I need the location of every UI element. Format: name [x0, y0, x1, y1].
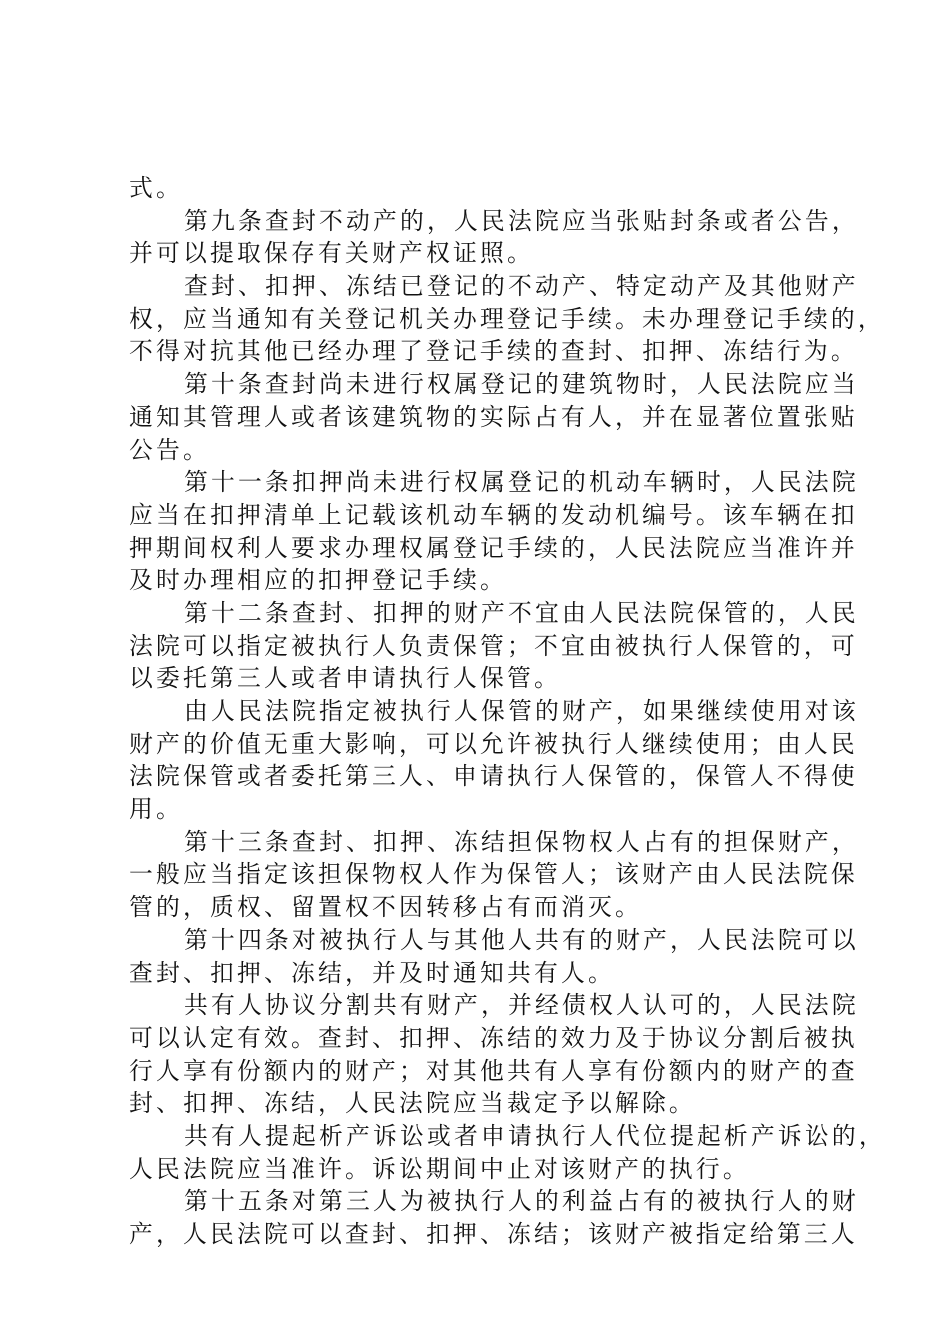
paragraph-line: 由人民法院指定被执行人保管的财产，如果继续使用对该 [184, 697, 859, 725]
text-line: 管的，质权、留置权不因转移占有而消灭。 [129, 893, 642, 922]
text-line: 式。 [129, 174, 183, 202]
body-text [129, 172, 886, 1251]
text-line: 并可以提取保存有关财产权证照。 [129, 239, 534, 268]
text-line: 法院保管或者委托第三人、申请执行人保管的，保管人不得使 [129, 762, 858, 791]
text-line: 财产的价值无重大影响，可以允许被执行人继续使用；由人民 [129, 729, 858, 758]
text-line: 一般应当指定该担保物权人作为保管人；该财产由人民法院保 [129, 860, 858, 889]
text-line: 权，应当通知有关登记机关办理登记手续。未办理登记手续的， [129, 304, 885, 333]
paragraph-line: 共有人提起析产诉讼或者申请执行人代位提起析产诉讼的， [184, 1121, 886, 1150]
paragraph-line: 查封、扣押、冻结已登记的不动产、特定动产及其他财产 [184, 272, 859, 301]
text-line: 公告。 [129, 435, 210, 464]
paragraph-line: 第十条查封尚未进行权属登记的建筑物时，人民法院应当 [184, 370, 859, 399]
text-line: 产，人民法院可以查封、扣押、冻结；该财产被指定给第三人 [129, 1220, 858, 1248]
text-line: 封、扣押、冻结，人民法院应当裁定予以解除。 [129, 1089, 696, 1118]
text-line: 查封、扣押、冻结，并及时通知共有人。 [129, 958, 615, 987]
paragraph-line: 第十三条查封、扣押、冻结担保物权人占有的担保财产， [184, 827, 859, 856]
text-line: 行人享有份额内的财产；对其他共有人享有份额内的财产的查 [129, 1056, 858, 1085]
text-line: 及时办理相应的扣押登记手续。 [129, 566, 507, 595]
text-line: 以委托第三人或者申请执行人保管。 [129, 664, 561, 693]
paragraph-line: 第九条查封不动产的，人民法院应当张贴封条或者公告， [184, 206, 859, 235]
text-line: 法院可以指定被执行人负责保管；不宜由被执行人保管的，可 [129, 631, 858, 660]
text-line: 通知其管理人或者该建筑物的实际占有人，并在显著位置张贴 [129, 402, 858, 431]
paragraph-line: 第十一条扣押尚未进行权属登记的机动车辆时，人民法院 [184, 468, 859, 497]
text-line: 可以认定有效。查封、扣押、冻结的效力及于协议分割后被执 [129, 1023, 858, 1052]
paragraph-line: 共有人协议分割共有财产，并经债权人认可的，人民法院 [184, 991, 859, 1020]
paragraph-line: 第十二条查封、扣押的财产不宜由人民法院保管的，人民 [184, 598, 859, 627]
text-line: 人民法院应当准许。诉讼期间中止对该财产的执行。 [129, 1154, 750, 1183]
text-line: 押期间权利人要求办理权属登记手续的，人民法院应当准许并 [129, 533, 858, 562]
text-line: 应当在扣押清单上记载该机动车辆的发动机编号。该车辆在扣 [129, 500, 858, 529]
text-line: 用。 [129, 795, 183, 824]
paragraph-line: 第十五条对第三人为被执行人的利益占有的被执行人的财 [184, 1187, 859, 1216]
text-line: 不得对抗其他已经办理了登记手续的查封、扣押、冻结行为。 [129, 337, 858, 366]
paragraph-line: 第十四条对被执行人与其他人共有的财产，人民法院可以 [184, 925, 859, 954]
